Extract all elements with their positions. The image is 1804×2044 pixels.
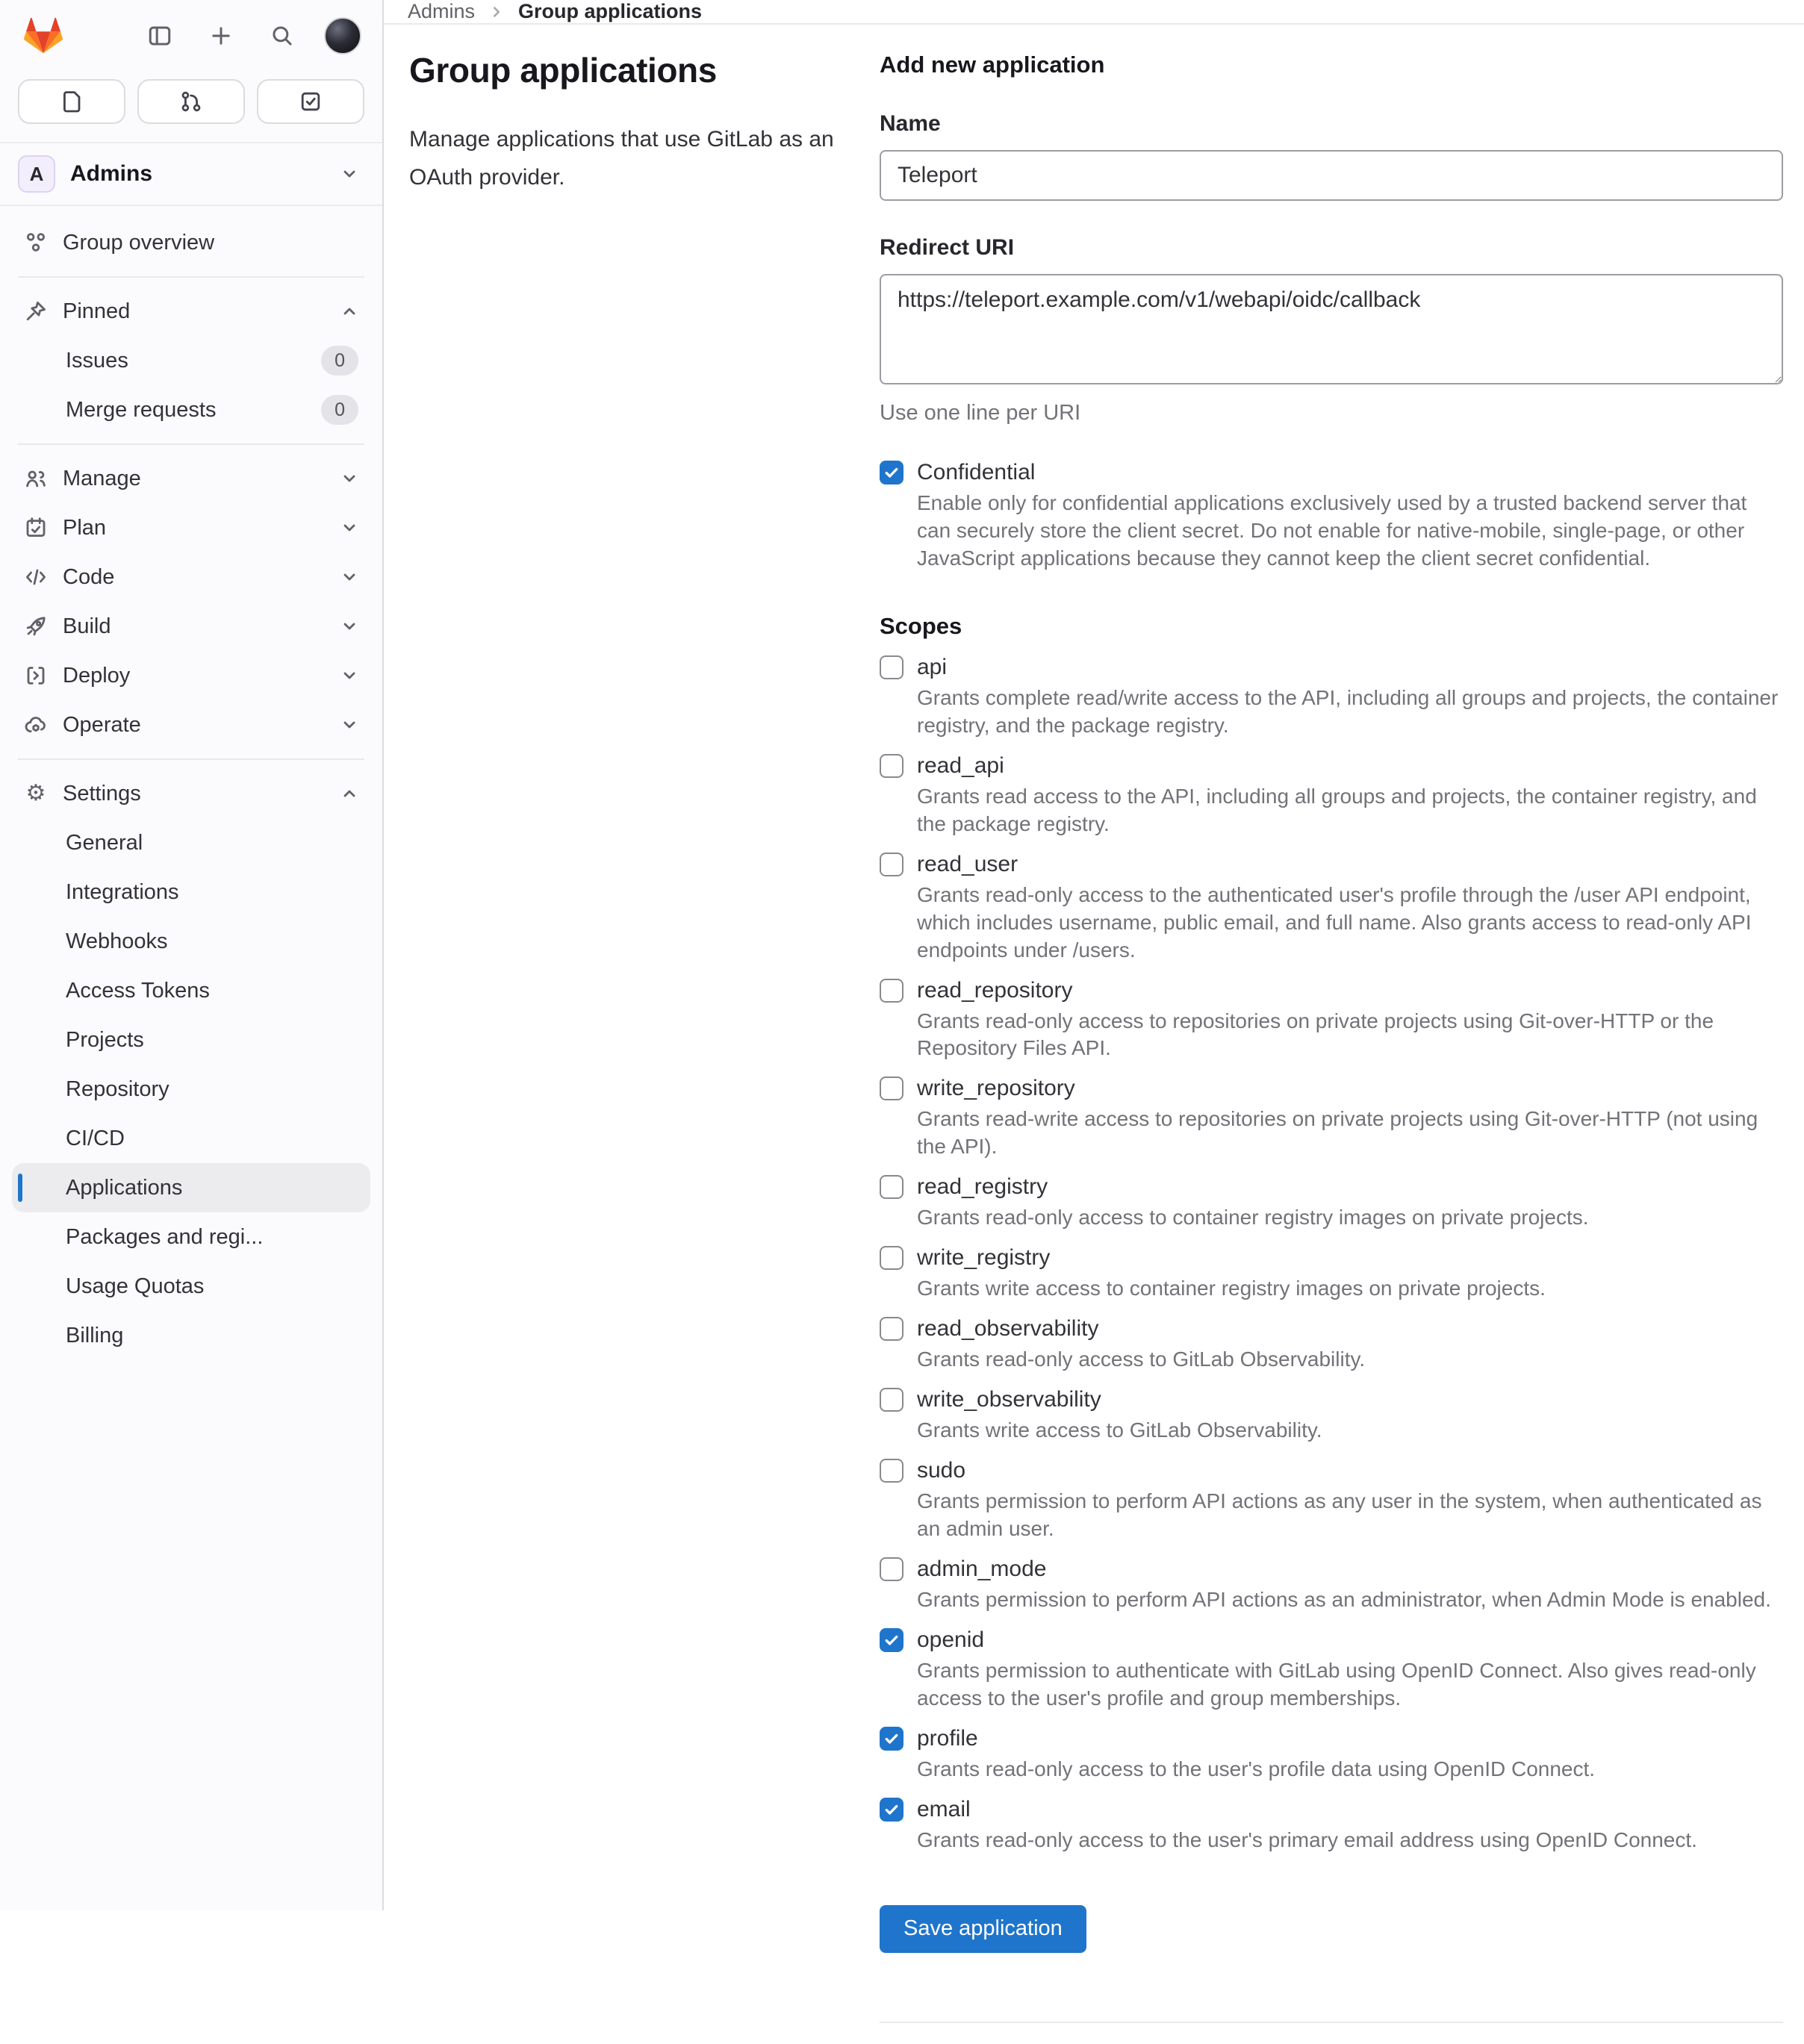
sidebar-item-merge-requests[interactable]: Merge requests 0	[12, 385, 370, 434]
scope-read-user-checkbox[interactable]	[880, 853, 903, 876]
form-heading: Add new application	[880, 52, 1105, 78]
scope-write-observability: write_observability Grants write access to GitLab Observability.	[880, 1387, 1783, 1445]
chevron-down-icon	[340, 617, 358, 635]
confidential-help: Enable only for confidential applications exclusively used by a trusted backend server that can securely store the client secret. Do not enable for native-mobile, single-page, or other JavaScript applications because they cannot keep the client secret confidential.	[917, 491, 1747, 570]
sidebar-item-manage[interactable]: Manage	[12, 454, 370, 503]
sidebar-item-integrations[interactable]: Integrations	[66, 879, 179, 904]
page-title: Group applications	[409, 51, 717, 90]
scope-read-registry-checkbox[interactable]	[880, 1175, 903, 1199]
main-content	[384, 0, 1804, 1941]
users-icon	[24, 467, 48, 490]
scope-write-registry-checkbox[interactable]	[880, 1246, 903, 1270]
gitlab-logo-icon	[24, 17, 63, 54]
rocket-icon	[24, 614, 48, 638]
scope-openid: openid Grants permission to authenticate with GitLab using OpenID Connect. Also gives read-only access to the user's profile and group memberships.	[880, 1627, 1783, 1713]
chevron-down-icon	[340, 519, 358, 537]
calendar-icon	[24, 516, 48, 540]
sidebar-item-build[interactable]: Build	[12, 602, 370, 651]
issues-count-badge: 0	[321, 346, 358, 376]
scope-email: email Grants read-only access to the user's primary email address using OpenID Connect.	[880, 1797, 1783, 1854]
group-overview-icon	[24, 231, 48, 255]
scope-read-repository-checkbox[interactable]	[880, 979, 903, 1003]
group-avatar: A	[18, 155, 55, 193]
add-application-form	[880, 47, 1783, 2044]
sidebar-item-code[interactable]: Code	[12, 552, 370, 602]
sidebar-toggle-icon[interactable]	[140, 16, 179, 55]
plus-icon[interactable]	[202, 16, 240, 55]
page-body	[384, 25, 1804, 2044]
chevron-down-icon	[340, 470, 358, 487]
name-input[interactable]	[880, 150, 1783, 201]
sidebar-shortcuts	[0, 72, 382, 142]
sidebar-item-issues[interactable]: Issues 0	[12, 336, 370, 385]
scope-write-observability-checkbox[interactable]	[880, 1388, 903, 1412]
sidebar-item-settings[interactable]: ⚙ Settings	[12, 769, 370, 818]
scope-read-repository: read_repository Grants read-only access to repositories on private projects using Git-over-HTTP or the Repository Files API.	[880, 978, 1783, 1063]
sidebar-separator	[18, 276, 364, 278]
redirect-uri-help: Use one line per URI	[880, 401, 1081, 425]
sidebar-item-plan[interactable]: Plan	[12, 503, 370, 552]
scope-sudo: sudo Grants permission to perform API actions as any user in the system, when authenticated as an admin user.	[880, 1458, 1783, 1543]
scope-read-user: read_user Grants read-only access to the authenticated user's profile through the /user API endpoint, which includes username, public email, and full name. Also grants access to read-only API endpoints under /users.	[880, 852, 1783, 965]
sidebar-item-repository[interactable]: Repository	[66, 1076, 169, 1101]
page-description: Manage applications that use GitLab as an OAuth provider.	[409, 127, 834, 190]
search-icon[interactable]	[263, 16, 302, 55]
sidebar-item-general[interactable]: General	[66, 830, 143, 855]
breadcrumb	[384, 0, 1804, 25]
sidebar-topbar	[0, 0, 382, 72]
group-name: Admins	[70, 161, 153, 186]
scope-admin-mode-checkbox[interactable]	[880, 1557, 903, 1581]
scope-api-checkbox[interactable]	[880, 655, 903, 679]
cloud-icon	[24, 713, 48, 737]
scope-read-api: read_api Grants read access to the API, including all groups and projects, the container registry, and the package registry.	[880, 753, 1783, 838]
scope-write-repository: write_repository Grants read-write access to repositories on private projects using Git-over-HTTP (not using the API).	[880, 1076, 1783, 1161]
scope-api: api Grants complete read/write access to the API, including all groups and projects, the container registry, and the package registry.	[880, 655, 1783, 740]
save-application-button[interactable]: Save application	[880, 1905, 1086, 1953]
scope-read-observability-checkbox[interactable]	[880, 1317, 903, 1341]
merge-requests-count-badge: 0	[321, 395, 358, 425]
check-icon	[883, 464, 901, 482]
merge-requests-shortcut-button[interactable]	[137, 79, 245, 124]
group-context-switcher[interactable]	[0, 142, 382, 206]
sidebar-separator	[18, 443, 364, 445]
scope-profile-checkbox[interactable]	[880, 1727, 903, 1751]
name-field-group	[880, 111, 1783, 201]
sidebar	[0, 0, 384, 1910]
sidebar-item-projects[interactable]: Projects	[66, 1027, 144, 1052]
chevron-up-icon	[340, 785, 358, 803]
sidebar-menu	[0, 206, 382, 1910]
todo-shortcut-button[interactable]	[257, 79, 364, 124]
sidebar-item-operate[interactable]: Operate	[12, 700, 370, 750]
scope-read-observability: read_observability Grants read-only access to GitLab Observability.	[880, 1316, 1783, 1374]
pin-icon	[24, 299, 48, 323]
name-label: Name	[880, 111, 941, 136]
sidebar-item-applications[interactable]: Applications	[12, 1163, 370, 1212]
redirect-uri-field-group	[880, 235, 1783, 426]
chevron-up-icon	[340, 302, 358, 320]
scope-email-checkbox[interactable]	[880, 1798, 903, 1822]
sidebar-item-webhooks[interactable]: Webhooks	[66, 929, 168, 953]
redirect-uri-textarea[interactable]	[880, 274, 1783, 384]
sidebar-item-cicd[interactable]: CI/CD	[66, 1126, 125, 1150]
scope-admin-mode: admin_mode Grants permission to perform API actions as an administrator, when Admin Mode is enabled.	[880, 1557, 1783, 1614]
issues-shortcut-button[interactable]	[18, 79, 125, 124]
scopes-heading: Scopes	[880, 612, 962, 639]
scope-read-api-checkbox[interactable]	[880, 754, 903, 778]
deploy-icon	[24, 664, 48, 688]
check-icon	[883, 1801, 901, 1819]
sidebar-item-deploy[interactable]: Deploy	[12, 651, 370, 700]
chevron-down-icon	[340, 716, 358, 734]
confidential-label[interactable]: Confidential	[917, 460, 1036, 484]
scope-sudo-checkbox[interactable]	[880, 1459, 903, 1483]
scope-write-registry: write_registry Grants write access to container registry images on private projects.	[880, 1245, 1783, 1303]
breadcrumb-admins-link[interactable]: Admins	[408, 0, 476, 22]
confidential-checkbox[interactable]	[880, 461, 903, 484]
bottom-divider	[880, 2022, 1783, 2023]
page-header-column	[409, 47, 842, 196]
sidebar-item-packages-and-registries[interactable]: Packages and regi...	[66, 1224, 264, 1249]
sidebar-separator	[18, 758, 364, 760]
redirect-uri-label: Redirect URI	[880, 235, 1015, 260]
code-icon	[24, 565, 48, 589]
gear-icon: ⚙	[25, 781, 46, 806]
sidebar-item-usage-quotas[interactable]: Usage Quotas	[66, 1274, 205, 1298]
sidebar-item-access-tokens[interactable]: Access Tokens	[66, 978, 210, 1003]
sidebar-item-billing[interactable]: Billing	[66, 1323, 124, 1347]
check-icon	[883, 1631, 901, 1649]
scope-profile: profile Grants read-only access to the user's profile data using OpenID Connect.	[880, 1726, 1783, 1783]
chevron-down-icon	[340, 667, 358, 685]
sidebar-item-group-overview[interactable]: Group overview	[12, 218, 370, 267]
chevron-right-icon	[488, 4, 505, 20]
chevron-down-icon	[340, 165, 358, 183]
user-avatar[interactable]	[324, 17, 361, 54]
chevron-down-icon	[340, 568, 358, 586]
scope-write-repository-checkbox[interactable]	[880, 1076, 903, 1100]
breadcrumb-current: Group applications	[518, 0, 703, 22]
sidebar-item-pinned[interactable]: Pinned	[12, 287, 370, 336]
scope-openid-checkbox[interactable]	[880, 1628, 903, 1652]
confidential-group	[880, 460, 1783, 573]
check-icon	[883, 1730, 901, 1748]
scope-read-registry: read_registry Grants read-only access to container registry images on private projects.	[880, 1174, 1783, 1232]
